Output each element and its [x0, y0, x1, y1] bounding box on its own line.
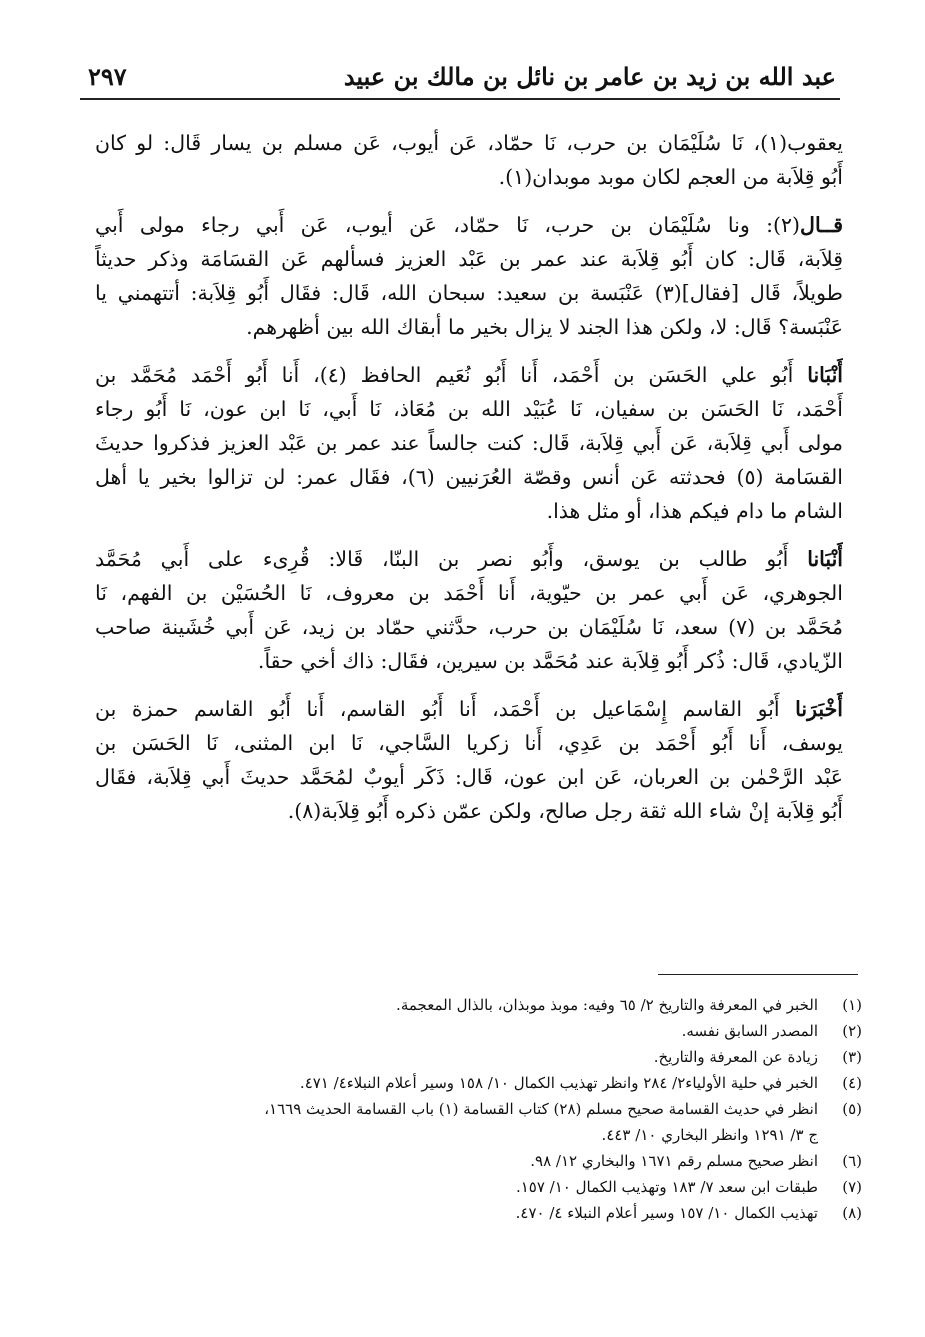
footnote [150, 1174, 862, 1200]
page-number: ٢٩٧ [88, 62, 127, 91]
footnote-continuation: ج ٣/ ١٢٩١ وانظر البخاري ١٠/ ٤٤٣. [601, 1126, 818, 1144]
footnote-number: (٣) [842, 1048, 862, 1066]
footnote [150, 1200, 862, 1226]
footnote [150, 1070, 862, 1096]
paragraph-3 [95, 358, 843, 528]
text-line: أَبُو قِلاَبة إنْ شاء الله ثقة رجل صالح، ولكن عمّن ذكره أَبُو قِلاَبة(٨). [287, 799, 843, 823]
footnote-text: انظر في حديث القسامة صحيح مسلم (٢٨) كتاب القسامة (١) باب القسامة الحديث ١٦٦٩، [264, 1100, 818, 1118]
footnote-number: (١) [842, 996, 862, 1014]
footnote [150, 1018, 862, 1044]
text-line-rest: أَبُو علي الحَسَن بن أَحْمَد، أَنا أَبُو نُعَيم الحافظ (٤)، أَنا أَبُو أَحْمَد مُحَمَّد بن [95, 363, 808, 387]
footnote [150, 992, 862, 1018]
running-title: عبد الله بن زيد بن عامر بن نائل بن مالك بن عبيد [343, 62, 836, 91]
text-line [95, 692, 843, 726]
text-line-rest: أَبُو طالب بن يوسق، وأَبُو نصر بن البنّا، قَالا: قُرِىء على أَبي مُحَمَّد [95, 547, 808, 571]
text-line [95, 208, 843, 242]
text-line: الزّيادي، قَال: ذُكر أَبُو قِلاَبة عند مُحَمَّد بن سيرين، فقَال: ذاك أخي حقاً. [257, 649, 843, 673]
footnote [150, 1148, 862, 1174]
text-line: القسَامة (٥) فحدثته عَن أنس وقصّة العُرَنيين (٦)، فقَال عمر: لن تزالوا بخير يا أهل [95, 465, 843, 489]
paragraph-5 [95, 692, 843, 828]
footnote-text: طبقات ابن سعد ٧/ ١٨٣ وتهذيب الكمال ١٠/ ١٥٧. [515, 1178, 818, 1196]
text-line: أَبُو قِلاَبة من العجم لكان موبد موبدان(١). [498, 165, 843, 189]
paragraph-keyword: أَنْبَانا [807, 547, 843, 571]
footnote-rule [658, 974, 858, 975]
text-line: أَحْمَد، نَا الحَسَن بن سفيان، نَا عُبَيْد الله بن مُعَاذ، نَا أَبي، نَا ابن عون، نَا أَبُو رجاء [95, 397, 843, 421]
footnote [150, 1096, 862, 1122]
text-line [95, 358, 843, 392]
footnote-number: (٢) [842, 1022, 862, 1040]
footnote-text: تهذيب الكمال ١٠/ ١٥٧ وسير أعلام النبلاء ٤/ ٤٧٠. [515, 1204, 818, 1222]
text-line: يعقوب(١)، نَا سُلَيْمَان بن حرب، نَا حمّاد، عَن أيوب، عَن مسلم بن يسار قَال: لو كان [95, 131, 843, 155]
page-header [88, 58, 836, 98]
text-line: طويلاً، قَال [فقال](٣) عَنْبَسة بن سعيد: سبحان الله، قَال: فقَال أَبُو قِلاَبة: أتتهمني يا [95, 281, 843, 305]
main-text [95, 126, 843, 842]
footnote-number: (٤) [842, 1074, 862, 1092]
text-line: الشام ما دام فيكم هذا، أو مثل هذا. [546, 499, 843, 523]
footnote-text: الخبر في المعرفة والتاريخ ٢/ ٦٥ وفيه: موبذ موبذان، بالذال المعجمة. [396, 996, 818, 1014]
paragraph-1 [95, 126, 843, 194]
text-line: عَبْد الرَّحْمٰن بن العربان، عَن ابن عون، قَال: ذَكَر أيوبٌ لمُحَمَّد حديثَ أَبي قِلاَبة، فقَال [95, 765, 843, 789]
text-line-rest: (٢): ونا سُلَيْمَان بن حرب، نَا حمّاد، عَن أيوب، عَن أَبي رجاء مولى أَبي [95, 213, 801, 237]
paragraph-keyword: أَنْبَانا [807, 363, 843, 387]
footnote-number: (٧) [842, 1178, 862, 1196]
footnote-number: (٦) [842, 1152, 862, 1170]
footnote-text: المصدر السابق نفسه. [681, 1022, 818, 1040]
footnote-number: (٨) [842, 1204, 862, 1222]
text-line: يوسف، أَنا أَبُو أَحْمَد بن عَدِي، أَنا زكريا السَّاجي، نَا ابن المثنى، نَا الحَسَن بن [95, 731, 843, 755]
paragraph-keyword: أَخْبَرَنا [795, 697, 843, 721]
paragraph-2 [95, 208, 843, 344]
text-line: عَنْبَسة؟ قَال: لا، ولكن هذا الجند لا يزال بخير ما أبقاك الله بين أظهرهم. [246, 315, 843, 339]
text-line [95, 542, 843, 576]
paragraph-keyword: قــال [800, 213, 843, 237]
footnotes [150, 992, 862, 1226]
footnote-text: زيادة عن المعرفة والتاريخ. [653, 1048, 818, 1066]
text-line: مولى أَبي قِلاَبة، عَن أَبي قِلاَبة، قَال: كنت جالساً عند عمر بن عَبْد العزيز فذكروا حديثَ [95, 431, 843, 455]
footnote [150, 1044, 862, 1070]
paragraph-4 [95, 542, 843, 678]
text-line: قِلاَبة، قَال: كان أَبُو قِلاَبة عند عمر بن عَبْد العزيز فسألهم عَن القسَامَة وذكر حديثاً [95, 247, 843, 271]
footnote-number: (٥) [842, 1100, 862, 1118]
footnote-text: انظر صحيح مسلم رقم ١٦٧١ والبخاري ١٢/ ٩٨. [530, 1152, 818, 1170]
text-line: الجوهري، عَن أَبي عمر بن حيّوية، أَنا أَحْمَد بن معروف، نَا الحُسَيْن بن الفهم، نَا [95, 581, 843, 605]
text-line: مُحَمَّد بن (٧) سعد، نَا سُلَيْمَان بن حرب، حدَّثني حمّاد بن زيد، عَن أَبي خُشَينة صاحب [95, 615, 843, 639]
footnote-text: الخبر في حلية الأولياء٢/ ٢٨٤ وانظر تهذيب الكمال ١٠/ ١٥٨ وسير أعلام النبلاء٤/ ٤٧١. [299, 1074, 818, 1092]
text-line-rest: أَبُو القاسم إِسْمَاعيل بن أَحْمَد، أَنا أَبُو القاسم، أَنا أَبُو القاسم حمزة بن [95, 697, 796, 721]
header-rule [80, 98, 840, 100]
